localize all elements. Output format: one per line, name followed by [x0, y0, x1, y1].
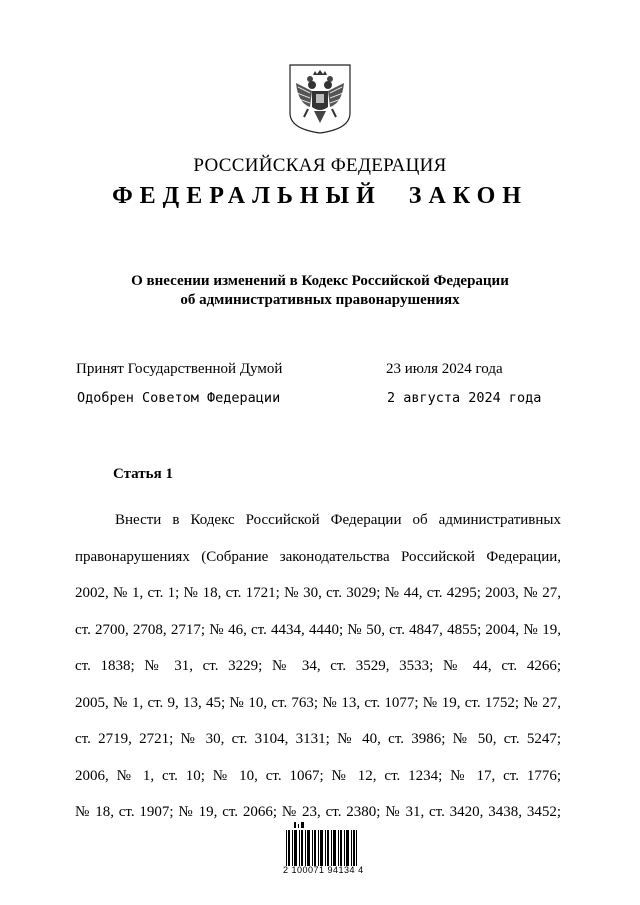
article-line: ст. 1838; № 31, ст. 3229; № 34, ст. 3529, 3533; № 44, ст. 4266;	[75, 658, 561, 674]
article-line: правонарушениях (Собрание законодательства Российской Федерации,	[75, 548, 561, 565]
article-line: 2006, № 1, ст. 10; № 10, ст. 1067; № 12, ст. 1234; № 17, ст. 1776;	[75, 767, 561, 784]
law-title	[0, 272, 640, 310]
country-heading: РОССИЙСКАЯ ФЕДЕРАЦИЯ	[193, 155, 447, 176]
article-line: ст. 2700, 2708, 2717; № 46, ст. 4434, 4440; № 50, ст. 4847, 4855; 2004, № 19,	[75, 621, 561, 638]
article-line: № 18, ст. 1907; № 19, ст. 2066; № 23, ст. 2380; № 31, ст. 3420, 3438, 3452;	[75, 804, 561, 820]
article-line: ст. 2719, 2721; № 30, ст. 3104, 3131; № 40, ст. 3986; № 50, ст. 5247;	[75, 731, 561, 747]
article-line: Внести в Кодекс Российской Федерации об административных	[115, 512, 561, 528]
document-type-heading: ФЕДЕРАЛЬНЫЙ ЗАКОН	[112, 183, 528, 209]
law-title-line-2: об административных правонарушениях	[180, 292, 460, 308]
coat-of-arms-emblem	[288, 63, 352, 135]
barcode-number: 2 100071 94134 4	[283, 865, 364, 875]
article-heading: Статья 1	[113, 466, 173, 482]
article-line: 2005, № 1, ст. 9, 13, 45; № 10, ст. 763; № 13, ст. 1077; № 19, ст. 1752; № 27,	[75, 694, 561, 711]
duma-adoption-label: Принят Государственной Думой	[76, 361, 283, 377]
law-title-line-1: О внесении изменений в Кодекс Российской Федерации	[131, 273, 509, 289]
council-approval-label: Одобрен Советом Федерации	[77, 390, 281, 406]
barcode-image	[286, 822, 358, 870]
article-line: 2002, № 1, ст. 1; № 18, ст. 1721; № 30, ст. 3029; № 44, ст. 4295; 2003, № 27,	[75, 585, 561, 601]
article-body	[75, 502, 561, 831]
council-approval-date: 2 августа 2024 года	[387, 390, 542, 406]
duma-adoption-date: 23 июля 2024 года	[386, 361, 503, 377]
